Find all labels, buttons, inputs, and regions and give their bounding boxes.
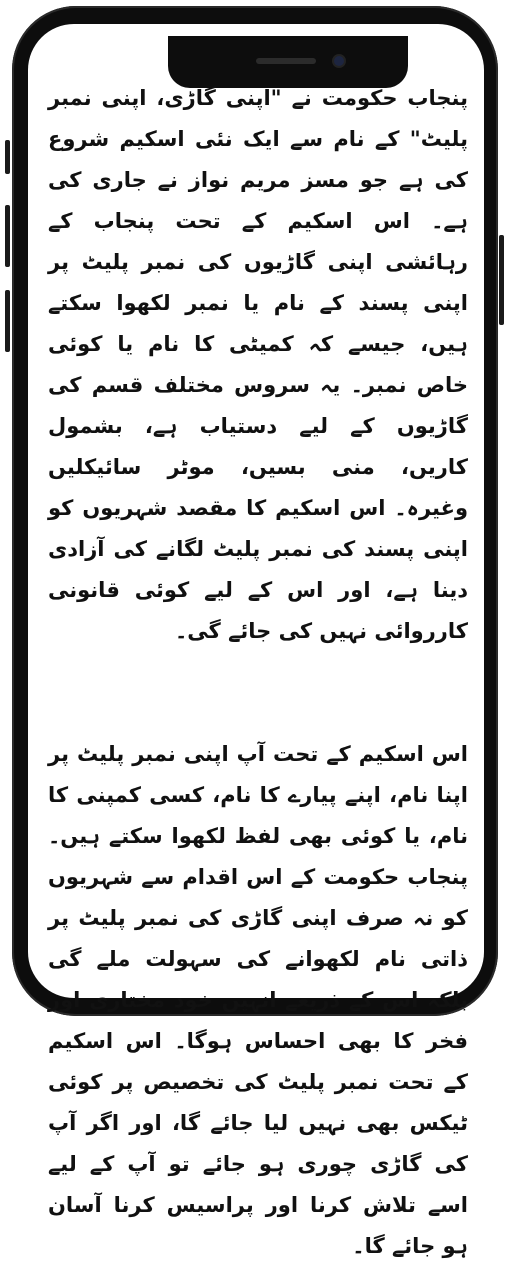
phone-mute-switch xyxy=(5,140,10,174)
article-body xyxy=(48,78,468,1267)
front-camera-icon xyxy=(334,56,344,66)
paragraph-spacer xyxy=(48,652,468,734)
phone-volume-down-button xyxy=(5,290,10,352)
speaker-grille xyxy=(256,58,316,64)
article-paragraph-1: پنجاب حکومت نے "اپنی گاڑی، اپنی نمبر پلیٹ" کے نام سے ایک نئی اسکیم شروع کی ہے جو مسز مریم نواز نے جاری کی ہے۔ اس اسکیم کے تحت پنجاب کے رہائشی اپنی گاڑیوں کی نمبر پلیٹ پر اپنی پسند کے نام یا نمبر لکھوا سکتے ہیں، جیسے کہ کمیٹی کا نام یا کوئی خاص نمبر۔ یہ سروس مختلف قسم کی گاڑیوں کے لیے دستیاب ہے، بشمول کاریں، منی بسیں، موٹر سائیکلیں وغیرہ۔ اس اسکیم کا مقصد شہریوں کو اپنی پسند کی نمبر پلیٹ لگانے کی آزادی دینا ہے، اور اس کے لیے کوئی قانونی کارروائی نہیں کی جائے گی۔ xyxy=(48,86,468,643)
phone-volume-up-button xyxy=(5,205,10,267)
article-paragraph-2: اس اسکیم کے تحت آپ اپنی نمبر پلیٹ پر اپنا نام، اپنے پیارے کا نام، کسی کمپنی کا نام، یا کوئی بھی لفظ لکھوا سکتے ہیں۔ پنجاب حکومت کے اس اقدام سے شہریوں کو نہ صرف اپنی گاڑی کی نمبر پلیٹ پر ذاتی نام لکھوانے کی سہولت ملے گی بلکہ اس کے ذریعے انہیں خود مختاری اور فخر کا بھی احساس ہوگا۔ اس اسکیم کے تحت نمبر پلیٹ کی تخصیص پر کوئی ٹیکس بھی نہیں لیا جائے گا، اور اگر آپ کی گاڑی چوری ہو جائے تو آپ کے لیے اسے تلاش کرنا اور پراسیس کرنا آسان ہو جائے گا۔ xyxy=(48,742,468,1258)
phone-power-button xyxy=(499,235,504,325)
